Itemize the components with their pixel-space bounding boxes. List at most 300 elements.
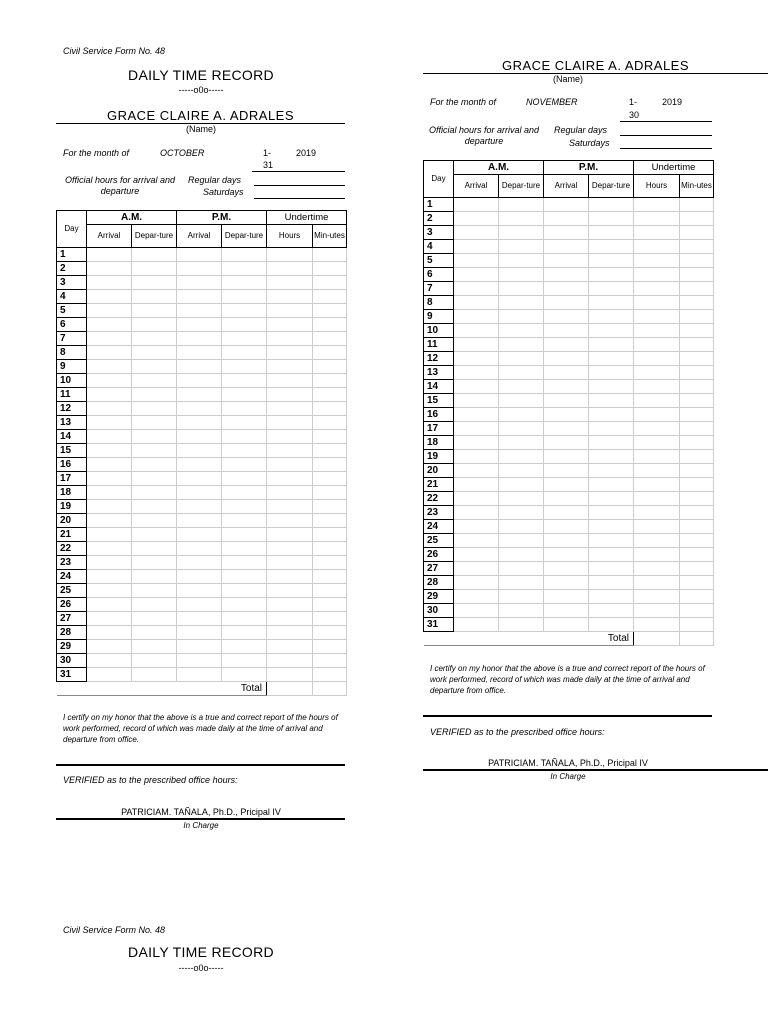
pm-arrival-cell[interactable] [544, 534, 589, 548]
am-departure-cell[interactable] [132, 416, 177, 430]
pm-arrival-cell[interactable] [177, 402, 222, 416]
undertime-hours-cell[interactable] [267, 416, 313, 430]
undertime-minutes-cell[interactable] [680, 380, 714, 394]
pm-arrival-cell[interactable] [544, 604, 589, 618]
undertime-hours-cell[interactable] [267, 388, 313, 402]
am-departure-cell[interactable] [499, 240, 544, 254]
am-departure-cell[interactable] [132, 444, 177, 458]
undertime-hours-cell[interactable] [267, 640, 313, 654]
am-departure-cell[interactable] [499, 464, 544, 478]
am-departure-cell[interactable] [132, 374, 177, 388]
undertime-minutes-cell[interactable] [313, 346, 347, 360]
undertime-minutes-cell[interactable] [680, 366, 714, 380]
pm-departure-cell[interactable] [222, 584, 267, 598]
total-minutes-cell[interactable] [313, 682, 347, 696]
undertime-hours-cell[interactable] [634, 576, 680, 590]
am-arrival-cell[interactable] [87, 388, 132, 402]
am-departure-cell[interactable] [132, 360, 177, 374]
pm-arrival-cell[interactable] [177, 332, 222, 346]
undertime-minutes-cell[interactable] [313, 402, 347, 416]
pm-departure-cell[interactable] [589, 198, 634, 212]
am-departure-cell[interactable] [132, 542, 177, 556]
am-departure-cell[interactable] [499, 268, 544, 282]
pm-arrival-cell[interactable] [177, 248, 222, 262]
am-arrival-cell[interactable] [87, 556, 132, 570]
pm-departure-cell[interactable] [222, 542, 267, 556]
am-arrival-cell[interactable] [454, 520, 499, 534]
undertime-minutes-cell[interactable] [680, 352, 714, 366]
undertime-hours-cell[interactable] [634, 282, 680, 296]
undertime-minutes-cell[interactable] [313, 458, 347, 472]
am-arrival-cell[interactable] [87, 458, 132, 472]
pm-arrival-cell[interactable] [177, 640, 222, 654]
undertime-minutes-cell[interactable] [313, 388, 347, 402]
pm-arrival-cell[interactable] [177, 570, 222, 584]
am-arrival-cell[interactable] [87, 304, 132, 318]
undertime-hours-cell[interactable] [267, 500, 313, 514]
total-hours-cell[interactable] [634, 632, 680, 646]
pm-departure-cell[interactable] [222, 360, 267, 374]
pm-departure-cell[interactable] [222, 570, 267, 584]
undertime-minutes-cell[interactable] [313, 542, 347, 556]
am-departure-cell[interactable] [132, 486, 177, 500]
am-departure-cell[interactable] [132, 346, 177, 360]
am-departure-cell[interactable] [499, 506, 544, 520]
undertime-minutes-cell[interactable] [680, 296, 714, 310]
am-arrival-cell[interactable] [454, 590, 499, 604]
undertime-minutes-cell[interactable] [313, 290, 347, 304]
undertime-hours-cell[interactable] [634, 226, 680, 240]
am-arrival-cell[interactable] [87, 654, 132, 668]
pm-arrival-cell[interactable] [544, 450, 589, 464]
undertime-hours-cell[interactable] [267, 276, 313, 290]
am-arrival-cell[interactable] [87, 668, 132, 682]
pm-departure-cell[interactable] [589, 226, 634, 240]
pm-departure-cell[interactable] [589, 534, 634, 548]
pm-arrival-cell[interactable] [544, 436, 589, 450]
am-arrival-cell[interactable] [87, 262, 132, 276]
undertime-minutes-cell[interactable] [313, 668, 347, 682]
pm-arrival-cell[interactable] [544, 380, 589, 394]
pm-arrival-cell[interactable] [544, 352, 589, 366]
undertime-hours-cell[interactable] [267, 262, 313, 276]
am-arrival-cell[interactable] [87, 472, 132, 486]
pm-departure-cell[interactable] [589, 240, 634, 254]
am-departure-cell[interactable] [499, 310, 544, 324]
pm-arrival-cell[interactable] [544, 464, 589, 478]
pm-arrival-cell[interactable] [177, 444, 222, 458]
pm-arrival-cell[interactable] [177, 360, 222, 374]
undertime-hours-cell[interactable] [634, 436, 680, 450]
am-departure-cell[interactable] [132, 500, 177, 514]
undertime-minutes-cell[interactable] [313, 318, 347, 332]
undertime-hours-cell[interactable] [634, 464, 680, 478]
pm-departure-cell[interactable] [589, 310, 634, 324]
pm-departure-cell[interactable] [222, 374, 267, 388]
pm-arrival-cell[interactable] [544, 478, 589, 492]
pm-departure-cell[interactable] [222, 346, 267, 360]
am-departure-cell[interactable] [499, 492, 544, 506]
undertime-hours-cell[interactable] [267, 360, 313, 374]
pm-arrival-cell[interactable] [544, 618, 589, 632]
undertime-hours-cell[interactable] [267, 346, 313, 360]
undertime-hours-cell[interactable] [267, 402, 313, 416]
am-arrival-cell[interactable] [454, 604, 499, 618]
am-departure-cell[interactable] [132, 668, 177, 682]
am-departure-cell[interactable] [132, 304, 177, 318]
pm-departure-cell[interactable] [222, 416, 267, 430]
undertime-hours-cell[interactable] [634, 240, 680, 254]
pm-arrival-cell[interactable] [177, 542, 222, 556]
pm-arrival-cell[interactable] [177, 654, 222, 668]
undertime-hours-cell[interactable] [634, 604, 680, 618]
am-departure-cell[interactable] [499, 352, 544, 366]
am-departure-cell[interactable] [132, 514, 177, 528]
am-arrival-cell[interactable] [454, 310, 499, 324]
undertime-minutes-cell[interactable] [313, 500, 347, 514]
undertime-minutes-cell[interactable] [313, 332, 347, 346]
pm-departure-cell[interactable] [589, 338, 634, 352]
pm-arrival-cell[interactable] [177, 472, 222, 486]
undertime-minutes-cell[interactable] [313, 472, 347, 486]
undertime-hours-cell[interactable] [267, 332, 313, 346]
undertime-minutes-cell[interactable] [313, 248, 347, 262]
am-arrival-cell[interactable] [87, 514, 132, 528]
am-arrival-cell[interactable] [454, 352, 499, 366]
am-arrival-cell[interactable] [454, 240, 499, 254]
pm-departure-cell[interactable] [589, 394, 634, 408]
am-arrival-cell[interactable] [454, 436, 499, 450]
am-departure-cell[interactable] [132, 248, 177, 262]
pm-arrival-cell[interactable] [544, 492, 589, 506]
pm-departure-cell[interactable] [589, 254, 634, 268]
am-departure-cell[interactable] [499, 324, 544, 338]
undertime-hours-cell[interactable] [267, 248, 313, 262]
am-departure-cell[interactable] [499, 408, 544, 422]
pm-arrival-cell[interactable] [177, 584, 222, 598]
undertime-hours-cell[interactable] [267, 556, 313, 570]
am-departure-cell[interactable] [499, 436, 544, 450]
pm-arrival-cell[interactable] [177, 612, 222, 626]
am-departure-cell[interactable] [132, 472, 177, 486]
am-arrival-cell[interactable] [87, 542, 132, 556]
pm-arrival-cell[interactable] [177, 318, 222, 332]
pm-departure-cell[interactable] [222, 654, 267, 668]
pm-arrival-cell[interactable] [544, 268, 589, 282]
undertime-minutes-cell[interactable] [313, 374, 347, 388]
undertime-hours-cell[interactable] [267, 318, 313, 332]
pm-departure-cell[interactable] [589, 520, 634, 534]
undertime-minutes-cell[interactable] [313, 640, 347, 654]
pm-arrival-cell[interactable] [544, 520, 589, 534]
am-arrival-cell[interactable] [454, 450, 499, 464]
pm-departure-cell[interactable] [589, 506, 634, 520]
am-arrival-cell[interactable] [454, 254, 499, 268]
pm-arrival-cell[interactable] [544, 226, 589, 240]
pm-arrival-cell[interactable] [177, 430, 222, 444]
pm-departure-cell[interactable] [589, 380, 634, 394]
undertime-minutes-cell[interactable] [313, 528, 347, 542]
undertime-hours-cell[interactable] [634, 394, 680, 408]
undertime-minutes-cell[interactable] [680, 226, 714, 240]
undertime-hours-cell[interactable] [267, 668, 313, 682]
pm-arrival-cell[interactable] [544, 422, 589, 436]
undertime-minutes-cell[interactable] [313, 360, 347, 374]
undertime-hours-cell[interactable] [267, 528, 313, 542]
am-arrival-cell[interactable] [87, 374, 132, 388]
pm-departure-cell[interactable] [222, 528, 267, 542]
am-departure-cell[interactable] [499, 212, 544, 226]
pm-arrival-cell[interactable] [177, 262, 222, 276]
pm-arrival-cell[interactable] [544, 198, 589, 212]
pm-arrival-cell[interactable] [544, 282, 589, 296]
undertime-minutes-cell[interactable] [680, 436, 714, 450]
am-arrival-cell[interactable] [454, 282, 499, 296]
am-arrival-cell[interactable] [87, 290, 132, 304]
am-departure-cell[interactable] [499, 590, 544, 604]
undertime-minutes-cell[interactable] [680, 520, 714, 534]
pm-arrival-cell[interactable] [544, 296, 589, 310]
am-departure-cell[interactable] [132, 570, 177, 584]
pm-departure-cell[interactable] [589, 324, 634, 338]
pm-departure-cell[interactable] [589, 492, 634, 506]
am-departure-cell[interactable] [132, 654, 177, 668]
undertime-hours-cell[interactable] [634, 506, 680, 520]
am-departure-cell[interactable] [499, 548, 544, 562]
pm-departure-cell[interactable] [589, 464, 634, 478]
am-arrival-cell[interactable] [87, 570, 132, 584]
am-departure-cell[interactable] [132, 388, 177, 402]
pm-departure-cell[interactable] [222, 444, 267, 458]
pm-arrival-cell[interactable] [177, 346, 222, 360]
am-arrival-cell[interactable] [454, 226, 499, 240]
undertime-hours-cell[interactable] [267, 542, 313, 556]
pm-arrival-cell[interactable] [544, 212, 589, 226]
am-arrival-cell[interactable] [454, 366, 499, 380]
pm-departure-cell[interactable] [222, 556, 267, 570]
am-arrival-cell[interactable] [87, 276, 132, 290]
pm-arrival-cell[interactable] [544, 394, 589, 408]
undertime-hours-cell[interactable] [267, 626, 313, 640]
pm-departure-cell[interactable] [589, 436, 634, 450]
am-departure-cell[interactable] [132, 276, 177, 290]
undertime-hours-cell[interactable] [267, 654, 313, 668]
undertime-hours-cell[interactable] [267, 486, 313, 500]
undertime-hours-cell[interactable] [267, 570, 313, 584]
pm-departure-cell[interactable] [222, 332, 267, 346]
pm-departure-cell[interactable] [222, 598, 267, 612]
undertime-minutes-cell[interactable] [313, 430, 347, 444]
am-departure-cell[interactable] [499, 450, 544, 464]
am-arrival-cell[interactable] [87, 248, 132, 262]
undertime-minutes-cell[interactable] [313, 556, 347, 570]
am-arrival-cell[interactable] [454, 534, 499, 548]
pm-departure-cell[interactable] [222, 430, 267, 444]
pm-arrival-cell[interactable] [544, 506, 589, 520]
am-departure-cell[interactable] [132, 528, 177, 542]
am-departure-cell[interactable] [132, 612, 177, 626]
undertime-minutes-cell[interactable] [313, 570, 347, 584]
undertime-hours-cell[interactable] [634, 352, 680, 366]
undertime-hours-cell[interactable] [634, 212, 680, 226]
undertime-minutes-cell[interactable] [680, 338, 714, 352]
undertime-minutes-cell[interactable] [680, 310, 714, 324]
pm-departure-cell[interactable] [222, 304, 267, 318]
undertime-hours-cell[interactable] [634, 198, 680, 212]
pm-departure-cell[interactable] [222, 640, 267, 654]
undertime-hours-cell[interactable] [634, 422, 680, 436]
undertime-minutes-cell[interactable] [680, 282, 714, 296]
am-departure-cell[interactable] [499, 282, 544, 296]
pm-arrival-cell[interactable] [544, 590, 589, 604]
pm-arrival-cell[interactable] [544, 254, 589, 268]
am-arrival-cell[interactable] [87, 332, 132, 346]
am-departure-cell[interactable] [132, 290, 177, 304]
pm-arrival-cell[interactable] [544, 408, 589, 422]
am-arrival-cell[interactable] [454, 212, 499, 226]
am-arrival-cell[interactable] [454, 506, 499, 520]
undertime-minutes-cell[interactable] [313, 262, 347, 276]
undertime-hours-cell[interactable] [634, 450, 680, 464]
am-departure-cell[interactable] [132, 626, 177, 640]
am-departure-cell[interactable] [499, 534, 544, 548]
am-arrival-cell[interactable] [87, 486, 132, 500]
pm-arrival-cell[interactable] [177, 458, 222, 472]
undertime-minutes-cell[interactable] [680, 506, 714, 520]
am-arrival-cell[interactable] [87, 416, 132, 430]
am-arrival-cell[interactable] [87, 626, 132, 640]
pm-departure-cell[interactable] [222, 402, 267, 416]
am-departure-cell[interactable] [499, 604, 544, 618]
undertime-hours-cell[interactable] [634, 478, 680, 492]
undertime-minutes-cell[interactable] [680, 240, 714, 254]
am-departure-cell[interactable] [499, 394, 544, 408]
undertime-minutes-cell[interactable] [680, 268, 714, 282]
am-departure-cell[interactable] [132, 556, 177, 570]
am-arrival-cell[interactable] [454, 422, 499, 436]
undertime-minutes-cell[interactable] [313, 598, 347, 612]
undertime-minutes-cell[interactable] [680, 198, 714, 212]
pm-arrival-cell[interactable] [544, 338, 589, 352]
undertime-minutes-cell[interactable] [680, 562, 714, 576]
am-arrival-cell[interactable] [87, 402, 132, 416]
pm-departure-cell[interactable] [589, 548, 634, 562]
undertime-minutes-cell[interactable] [680, 408, 714, 422]
am-arrival-cell[interactable] [87, 584, 132, 598]
undertime-hours-cell[interactable] [634, 324, 680, 338]
pm-departure-cell[interactable] [589, 352, 634, 366]
am-departure-cell[interactable] [132, 402, 177, 416]
am-departure-cell[interactable] [499, 226, 544, 240]
am-arrival-cell[interactable] [454, 296, 499, 310]
undertime-hours-cell[interactable] [267, 430, 313, 444]
undertime-hours-cell[interactable] [267, 612, 313, 626]
undertime-minutes-cell[interactable] [680, 548, 714, 562]
pm-departure-cell[interactable] [589, 450, 634, 464]
pm-arrival-cell[interactable] [177, 598, 222, 612]
am-arrival-cell[interactable] [454, 464, 499, 478]
am-departure-cell[interactable] [132, 584, 177, 598]
pm-arrival-cell[interactable] [177, 486, 222, 500]
am-departure-cell[interactable] [132, 640, 177, 654]
undertime-minutes-cell[interactable] [680, 450, 714, 464]
am-arrival-cell[interactable] [87, 346, 132, 360]
pm-departure-cell[interactable] [222, 514, 267, 528]
am-arrival-cell[interactable] [87, 612, 132, 626]
am-arrival-cell[interactable] [454, 338, 499, 352]
pm-departure-cell[interactable] [589, 296, 634, 310]
pm-departure-cell[interactable] [222, 276, 267, 290]
undertime-hours-cell[interactable] [634, 296, 680, 310]
pm-departure-cell[interactable] [222, 612, 267, 626]
pm-departure-cell[interactable] [222, 668, 267, 682]
am-arrival-cell[interactable] [87, 640, 132, 654]
am-departure-cell[interactable] [132, 598, 177, 612]
undertime-hours-cell[interactable] [634, 310, 680, 324]
pm-arrival-cell[interactable] [177, 668, 222, 682]
am-departure-cell[interactable] [499, 618, 544, 632]
pm-departure-cell[interactable] [589, 562, 634, 576]
am-departure-cell[interactable] [132, 332, 177, 346]
am-arrival-cell[interactable] [87, 430, 132, 444]
am-departure-cell[interactable] [499, 562, 544, 576]
pm-arrival-cell[interactable] [544, 240, 589, 254]
undertime-hours-cell[interactable] [267, 598, 313, 612]
pm-arrival-cell[interactable] [544, 548, 589, 562]
undertime-minutes-cell[interactable] [680, 478, 714, 492]
undertime-hours-cell[interactable] [634, 338, 680, 352]
am-arrival-cell[interactable] [87, 360, 132, 374]
undertime-hours-cell[interactable] [267, 458, 313, 472]
undertime-minutes-cell[interactable] [680, 254, 714, 268]
am-arrival-cell[interactable] [454, 198, 499, 212]
pm-arrival-cell[interactable] [177, 416, 222, 430]
pm-departure-cell[interactable] [222, 472, 267, 486]
undertime-hours-cell[interactable] [634, 548, 680, 562]
undertime-minutes-cell[interactable] [680, 422, 714, 436]
undertime-minutes-cell[interactable] [680, 604, 714, 618]
pm-arrival-cell[interactable] [544, 310, 589, 324]
pm-arrival-cell[interactable] [177, 528, 222, 542]
undertime-minutes-cell[interactable] [680, 212, 714, 226]
pm-arrival-cell[interactable] [177, 290, 222, 304]
am-departure-cell[interactable] [499, 520, 544, 534]
undertime-hours-cell[interactable] [634, 408, 680, 422]
undertime-minutes-cell[interactable] [680, 590, 714, 604]
pm-departure-cell[interactable] [222, 458, 267, 472]
am-departure-cell[interactable] [499, 478, 544, 492]
undertime-hours-cell[interactable] [634, 520, 680, 534]
am-departure-cell[interactable] [132, 318, 177, 332]
pm-arrival-cell[interactable] [177, 556, 222, 570]
undertime-minutes-cell[interactable] [313, 444, 347, 458]
pm-arrival-cell[interactable] [177, 304, 222, 318]
am-arrival-cell[interactable] [87, 598, 132, 612]
undertime-hours-cell[interactable] [267, 374, 313, 388]
undertime-minutes-cell[interactable] [313, 486, 347, 500]
am-arrival-cell[interactable] [454, 548, 499, 562]
total-hours-cell[interactable] [267, 682, 313, 696]
undertime-hours-cell[interactable] [267, 472, 313, 486]
undertime-minutes-cell[interactable] [313, 276, 347, 290]
am-departure-cell[interactable] [499, 576, 544, 590]
pm-arrival-cell[interactable] [177, 374, 222, 388]
pm-departure-cell[interactable] [589, 604, 634, 618]
pm-departure-cell[interactable] [589, 268, 634, 282]
undertime-minutes-cell[interactable] [313, 416, 347, 430]
undertime-minutes-cell[interactable] [680, 464, 714, 478]
undertime-hours-cell[interactable] [634, 562, 680, 576]
